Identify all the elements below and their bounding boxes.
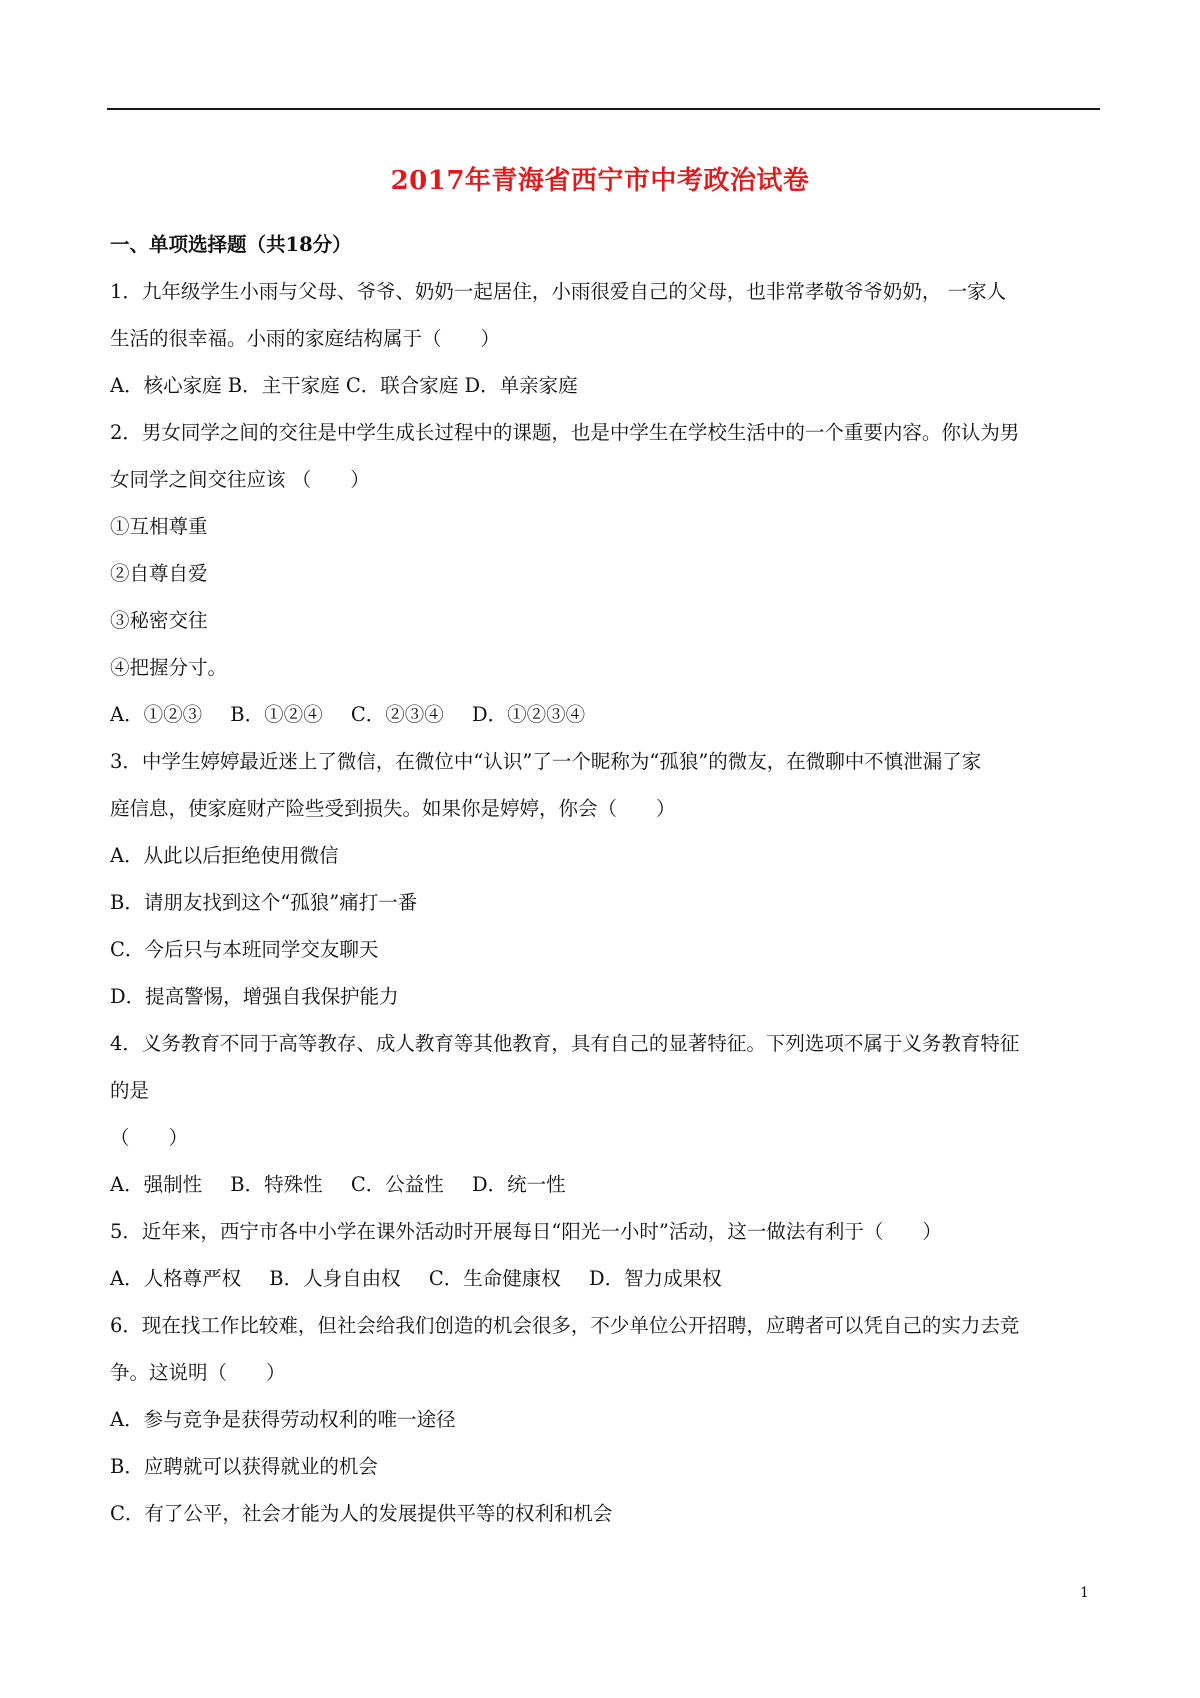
- option-d: D．智力成果权: [588, 1267, 722, 1290]
- question-2-item-2: ②自尊自爱: [110, 562, 208, 585]
- header-rule: [107, 108, 1100, 110]
- question-2-item-3: ③秘密交往: [110, 609, 208, 632]
- option-b: B．①②④: [230, 703, 323, 726]
- question-3-option-d: D．提高警惕，增强自我保护能力: [110, 985, 399, 1008]
- exam-content: [110, 221, 1100, 1537]
- question-2-item-1: ①互相尊重: [110, 515, 208, 538]
- option-a: A．人格尊严权: [110, 1267, 242, 1290]
- option-d: D．单亲家庭: [464, 374, 578, 397]
- question-2-stem-line-1: 2．男女同学之间的交往是中学生成长过程中的课题，也是中学生在学校生活中的一个重要内容。你认为男: [110, 421, 1020, 444]
- question-2-stem-line-2: 女同学之间交往应该 （ ）: [110, 468, 370, 491]
- question-3-option-b: B．请朋友找到这个“孤狼”痛打一番: [110, 891, 418, 914]
- question-4-stem-line-1: 4．义务教育不同于高等教存、成人教育等其他教育，具有自己的显著特征。下列选项不属于义务教育特征: [110, 1032, 1020, 1055]
- page-number: 1: [1080, 1585, 1089, 1601]
- question-1-stem-line-1: 1．九年级学生小雨与父母、爷爷、奶奶一起居住，小雨很爱自己的父母，也非常孝敬爷爷奶奶， 一家人: [110, 280, 1007, 303]
- option-a: A．①②③: [110, 703, 203, 726]
- question-6-option-a: A．参与竞争是获得劳动权利的唯一途径: [110, 1408, 456, 1431]
- option-c: C．生命健康权: [428, 1267, 561, 1290]
- question-5-stem-line-1: 5．近年来，西宁市各中小学在课外活动时开展每日“阳光一小时”活动，这一做法有利于（ ）: [110, 1220, 942, 1243]
- question-2-options: [110, 691, 1100, 738]
- question-3-option-c: C．今后只与本班同学交友聊天: [110, 938, 379, 961]
- option-b: B．特殊性: [230, 1173, 323, 1196]
- option-d: D．①②③④: [471, 703, 586, 726]
- question-5-options: [110, 1255, 1100, 1302]
- question-3-stem-line-1: 3．中学生婷婷最近迷上了微信，在微位中“认识”了一个昵称为“孤狼”的微友，在微聊中不慎泄漏了家: [110, 750, 982, 773]
- option-c: C．公益性: [350, 1173, 444, 1196]
- question-6-option-b: B．应聘就可以获得就业的机会: [110, 1455, 378, 1478]
- question-6-stem-line-1: 6．现在找工作比较难，但社会给我们创造的机会很多，不少单位公开招聘，应聘者可以凭自己的实力去竞: [110, 1314, 1020, 1337]
- option-c: C．联合家庭: [345, 374, 459, 397]
- question-4-stem-line-3: （ ）: [110, 1126, 189, 1149]
- question-1-stem-line-2: 生活的很幸福。小雨的家庭结构属于（ ）: [110, 327, 501, 350]
- question-1-options: [110, 362, 1100, 409]
- option-b: B．人身自由权: [269, 1267, 401, 1290]
- question-2-item-4: ④把握分寸。: [110, 656, 228, 679]
- option-b: B．主干家庭: [227, 374, 340, 397]
- question-3-stem-line-2: 庭信息，使家庭财产险些受到损失。如果你是婷婷，你会（ ）: [110, 797, 676, 820]
- exam-title: 2017年青海省西宁市中考政治试卷: [390, 166, 810, 196]
- question-3-option-a: A．从此以后拒绝使用微信: [110, 844, 339, 867]
- question-6-stem-line-2: 争。这说明（ ）: [110, 1361, 286, 1384]
- question-4-options: [110, 1161, 1100, 1208]
- section-heading: 一、单项选择题（共18分）: [110, 233, 352, 256]
- option-d: D．统一性: [471, 1173, 566, 1196]
- option-a: A．核心家庭: [110, 374, 222, 397]
- question-6-option-c: C．有了公平，社会才能为人的发展提供平等的权利和机会: [110, 1502, 613, 1525]
- question-4-stem-line-2: 的是: [110, 1079, 150, 1102]
- option-c: C．②③④: [350, 703, 444, 726]
- option-a: A．强制性: [110, 1173, 203, 1196]
